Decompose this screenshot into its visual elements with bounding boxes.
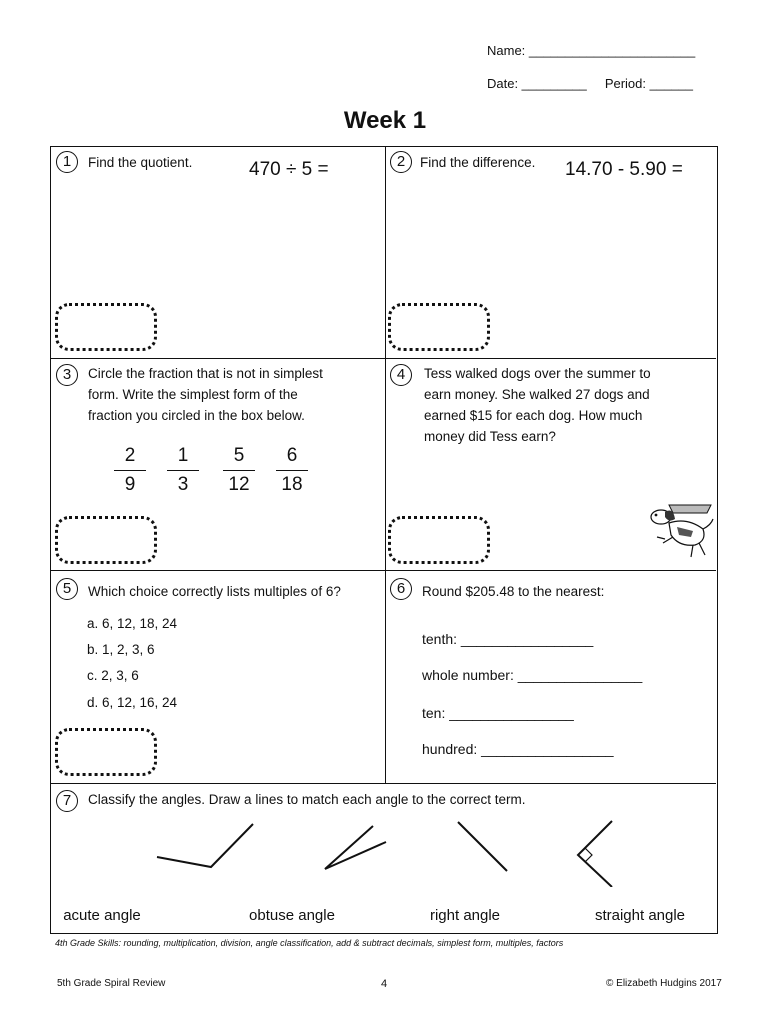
question-number: 3 [56,364,78,386]
ten-answer[interactable]: ten: ________________ [422,705,574,721]
term-right-angle[interactable]: right angle [429,907,501,924]
dog-illustration-icon [647,501,715,561]
hundred-answer[interactable]: hundred: _________________ [422,741,614,757]
question-number: 5 [56,578,78,600]
question-1-problem: 470 ÷ 5 = [249,159,329,180]
date-period-field[interactable]: Date: _________ Period: ______ [487,76,693,91]
row-divider [51,570,716,571]
question-number: 6 [390,578,412,600]
skills-note: 4th Grade Skills: rounding, multiplication, division, angle classification, add & subtract decimals, simplest form, multiples, factors [55,938,564,948]
question-number: 7 [56,790,78,812]
footer-copyright: © Elizabeth Hudgins 2017 [606,978,722,989]
choice-a[interactable]: a. 6, 12, 18, 24 [87,616,178,631]
question-2-problem: 14.70 - 5.90 = [565,159,683,180]
choice-c[interactable]: c. 2, 3, 6 [87,668,139,683]
question-7-text: Classify the angles. Draw a lines to match each angle to the correct term. [88,792,526,807]
answer-box[interactable] [55,516,157,564]
answer-box[interactable] [55,303,157,351]
worksheet-grid [50,146,718,934]
question-4-text: Tess walked dogs over the summer to earn money. She walked 27 dogs and earned $15 for each dog. How much money did Tess earn? [424,366,651,444]
question-1-text: Find the quotient. [88,155,193,170]
answer-box[interactable] [388,516,490,564]
fraction[interactable]: 1 3 [163,445,203,496]
page-number: 4 [381,978,388,990]
row-divider [51,358,716,359]
choice-b[interactable]: b. 1, 2, 3, 6 [87,642,155,657]
choice-d[interactable]: d. 6, 12, 16, 24 [87,695,178,710]
angle-figure-1[interactable] [157,824,253,867]
term-obtuse-angle[interactable]: obtuse angle [249,907,335,924]
page-title: Week 1 [343,107,427,134]
angle-figure-2[interactable] [325,826,386,869]
fraction[interactable]: 2 9 [110,445,150,496]
name-field[interactable]: Name: _______________________ [487,43,696,58]
question-3-text: Circle the fraction that is not in simplest form. Write the simplest form of the fraction you circled in the box below. [88,366,323,423]
question-number: 4 [390,364,412,386]
footer-left: 5th Grade Spiral Review [57,978,166,989]
term-straight-angle[interactable]: straight angle [594,907,686,924]
question-5-text: Which choice correctly lists multiples of 6? [88,584,341,599]
angle-figures [51,807,716,887]
question-number: 2 [390,151,412,173]
question-2-text: Find the difference. [420,155,536,170]
right-angle-marker [585,848,592,862]
question-number: 1 [56,151,78,173]
column-divider [385,147,386,783]
answer-box[interactable] [388,303,490,351]
angle-figure-3[interactable] [458,822,507,871]
fraction[interactable]: 6 18 [272,445,312,496]
fraction[interactable]: 5 12 [219,445,259,496]
row-divider [51,783,716,784]
angle-figure-4[interactable] [578,821,612,887]
question-6-text: Round $205.48 to the nearest: [422,584,605,599]
answer-box[interactable] [55,728,157,776]
term-acute-angle[interactable]: acute angle [63,907,141,924]
tenth-answer[interactable]: tenth: _________________ [422,631,594,647]
whole-number-answer[interactable]: whole number: ________________ [422,667,643,683]
